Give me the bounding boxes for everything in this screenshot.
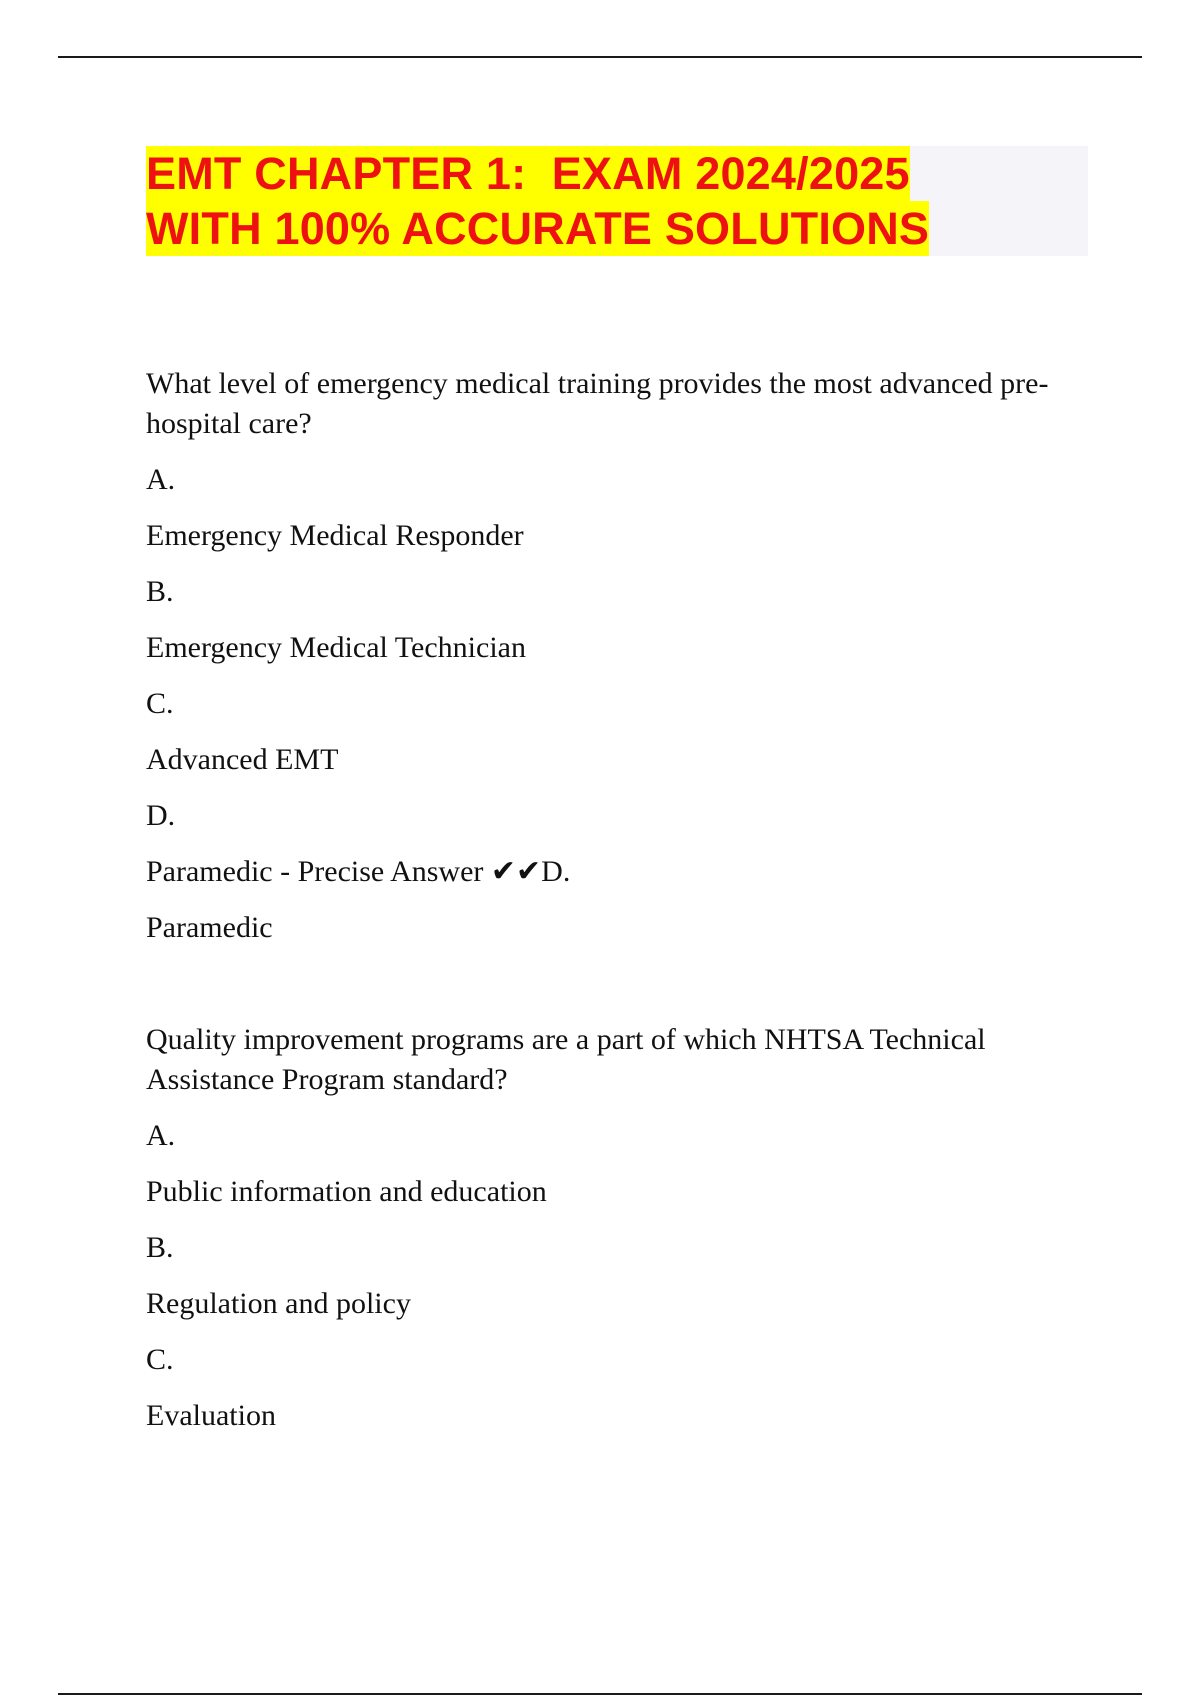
title-line-1: EMT CHAPTER 1: EXAM 2024/2025 (146, 148, 910, 199)
title-line-2: WITH 100% ACCURATE SOLUTIONS (146, 203, 930, 254)
top-divider (58, 56, 1142, 58)
question-2 (146, 1020, 1086, 1436)
option-text: Advanced EMT (146, 743, 339, 776)
option-letter: B. (146, 1231, 174, 1264)
option-text: Evaluation (146, 1399, 276, 1432)
question-1 (146, 364, 1086, 948)
option-letter: C. (146, 1343, 174, 1376)
option-text-with-answer: Paramedic - Precise Answer ✔✔D. (146, 855, 571, 888)
option-letter: D. (146, 799, 176, 832)
option-text: Emergency Medical Responder (146, 519, 524, 552)
question-text: What level of emergency medical training provides the most advanced pre-hospital care? (146, 367, 1049, 440)
bottom-divider (58, 1693, 1142, 1695)
option-letter: A. (146, 1119, 176, 1152)
document-body (146, 364, 1086, 1452)
option-text: Emergency Medical Technician (146, 631, 526, 664)
option-letter: A. (146, 463, 176, 496)
document-title (146, 146, 1088, 256)
option-letter: B. (146, 575, 174, 608)
answer-text: Paramedic (146, 911, 273, 944)
question-text: Quality improvement programs are a part of which NHTSA Technical Assistance Program standard? (146, 1023, 986, 1096)
option-letter: C. (146, 687, 174, 720)
option-text: Regulation and policy (146, 1287, 411, 1320)
option-text: Public information and education (146, 1175, 547, 1208)
